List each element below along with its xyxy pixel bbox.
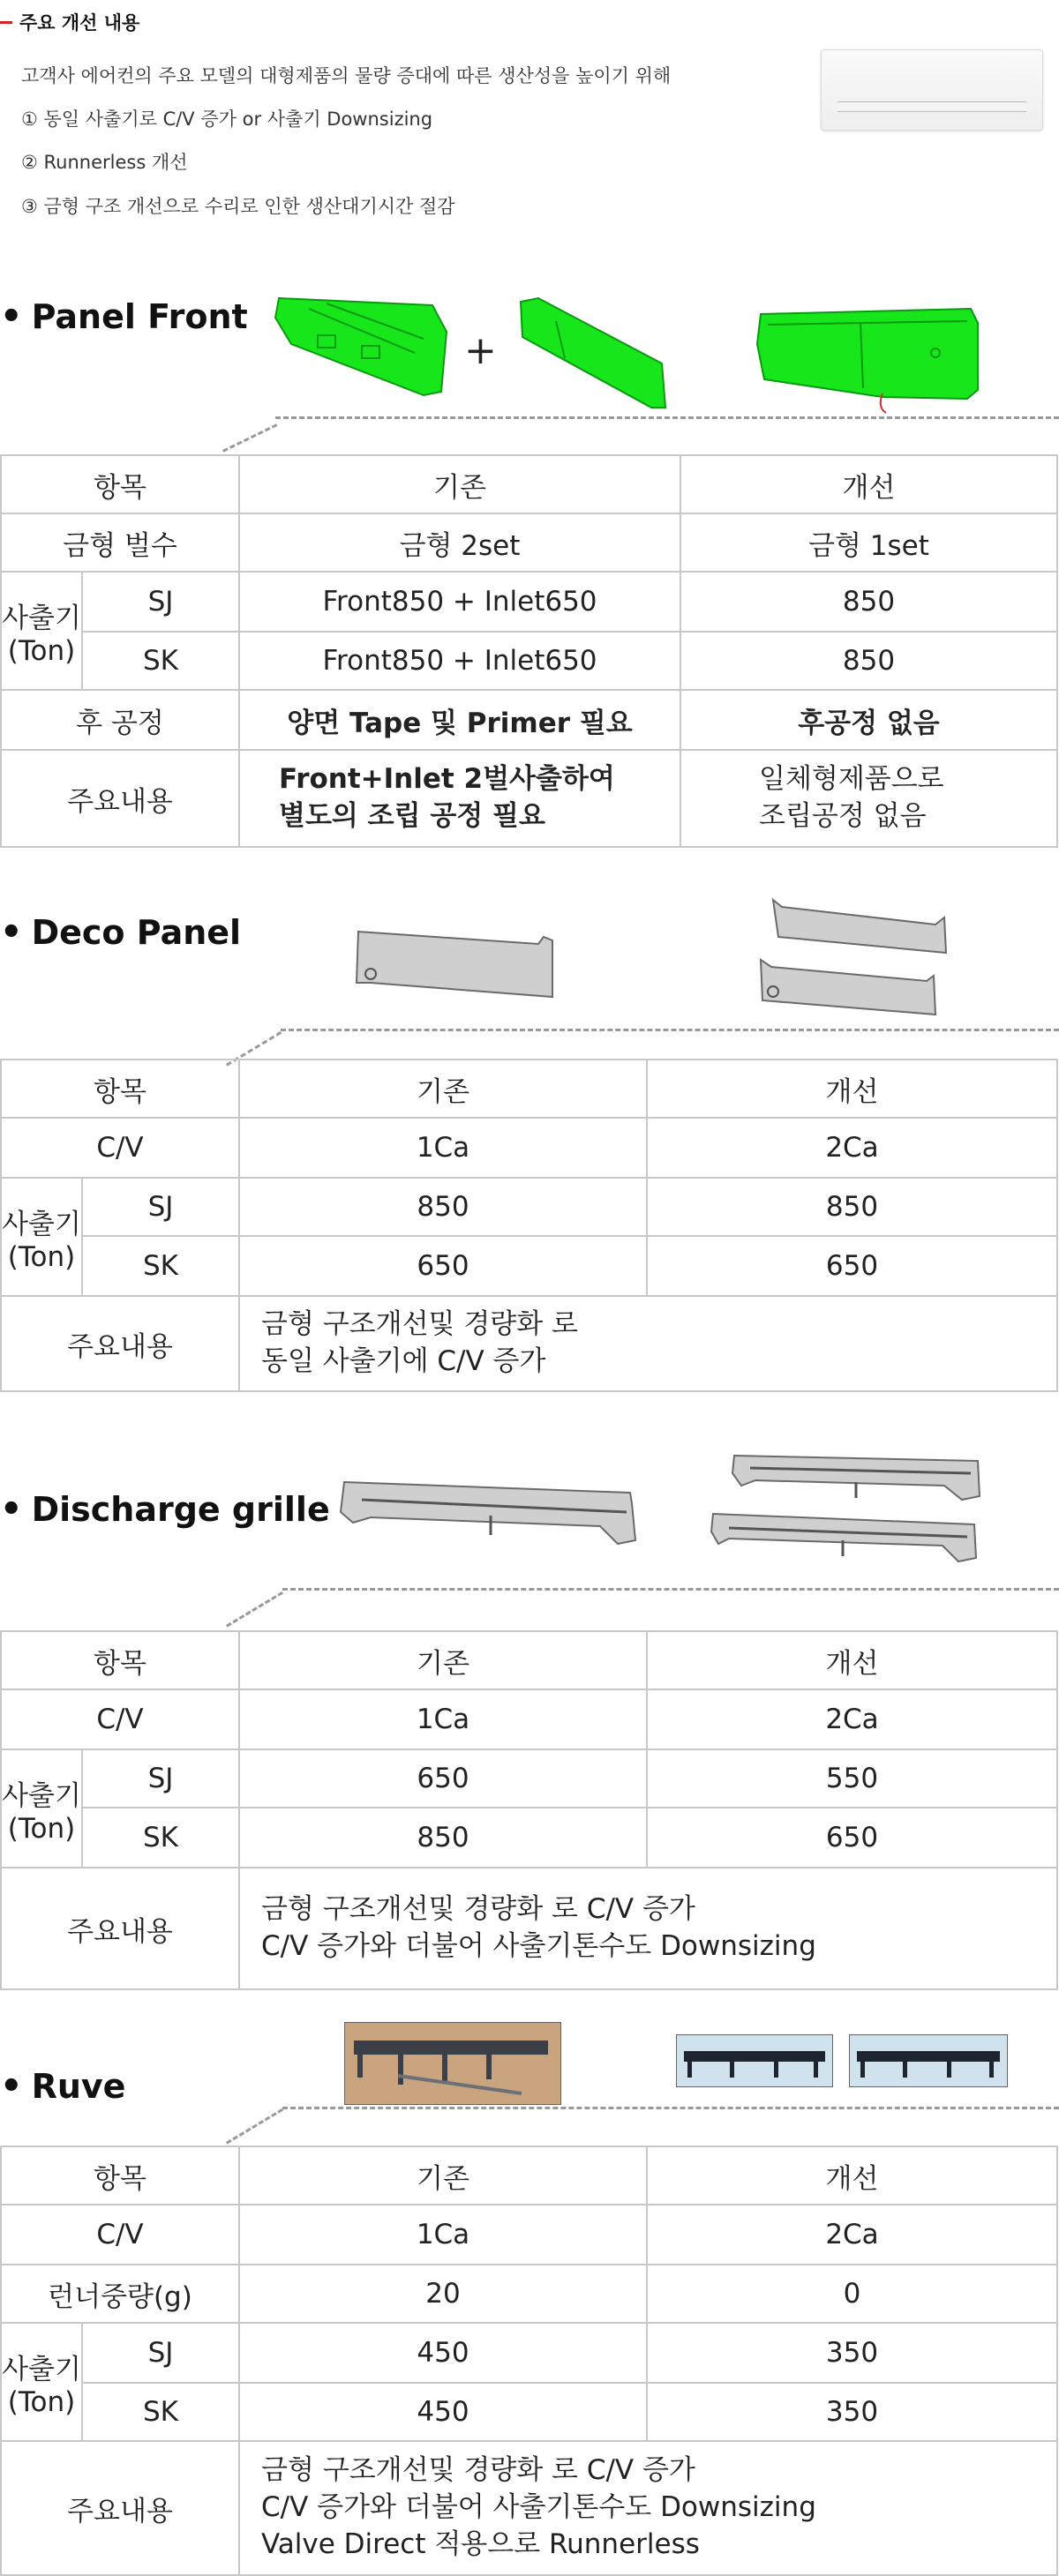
cell-line: 별도의 조립 공정 필요 <box>279 800 545 832</box>
ruve-after-part-1 <box>677 2035 832 2086</box>
cell-before: 650 <box>239 1236 647 1296</box>
row-label: C/V <box>1 2205 239 2265</box>
ruve-title-text: Ruve <box>31 2067 126 2106</box>
discharge-grille-table <box>0 1630 1058 1990</box>
row-label: 주요내용 <box>1 750 239 847</box>
intro-line-3: ② Runnerless 개선 <box>21 152 188 173</box>
row-label: C/V <box>1 1689 239 1749</box>
table-row <box>1 572 1057 632</box>
intro-line-4: ③ 금형 구조 개선으로 수리로 인한 생산대기시간 절감 <box>21 196 455 217</box>
discharge-grille-images <box>335 1447 988 1579</box>
machine-label <box>1 1178 82 1296</box>
table-row <box>1 1749 1057 1808</box>
cell-line: 금형 구조개선및 경량화 로 C/V 증가 <box>261 2454 695 2487</box>
cell-after: 0 <box>647 2265 1057 2323</box>
header-after: 개선 <box>647 1631 1057 1689</box>
intro-line-1: 고객사 에어컨의 주요 모델의 대형제품의 물량 증대에 따른 생산성을 높이기 위해 <box>21 65 672 86</box>
table-row <box>1 2441 1057 2575</box>
table-row <box>1 2265 1057 2323</box>
cell-summary <box>239 1296 1057 1391</box>
cell-line: 동일 사출기에 C/V 증가 <box>261 1345 546 1377</box>
row-label: SJ <box>82 2323 239 2383</box>
ruve-before-part <box>345 2023 560 2104</box>
intro-title <box>0 9 139 35</box>
header-after: 개선 <box>647 2146 1057 2205</box>
cell-after: 350 <box>647 2323 1057 2383</box>
cell-line: Valve Direct 적용으로 Runnerless <box>261 2527 700 2560</box>
cell-after: 후공정 없음 <box>680 690 1057 750</box>
discharge-grille-title: • Discharge grille <box>0 1489 330 1530</box>
panel-front-divider <box>275 416 1059 419</box>
deco-panel-after-part-1 <box>773 900 946 953</box>
table-row <box>1 1296 1057 1391</box>
cell-line: C/V 증가와 더불어 사출기톤수도 Downsizing <box>261 1930 816 1962</box>
deco-panel-title-text: Deco Panel <box>31 913 242 952</box>
discharge-grille-divider-diag <box>226 1591 283 1628</box>
cell-before: 450 <box>239 2383 647 2441</box>
panel-front-divider-diag <box>222 423 277 453</box>
cell-line: C/V 증가와 더불어 사출기톤수도 Downsizing <box>261 2491 816 2524</box>
row-label: SJ <box>82 1178 239 1236</box>
discharge-grille-after-part-2 <box>711 1514 976 1561</box>
row-label: SJ <box>82 572 239 632</box>
air-conditioner-image <box>821 49 1043 131</box>
row-label: 후 공정 <box>1 690 239 750</box>
cell-before: Front850 + Inlet650 <box>239 632 680 690</box>
integrated-panel-part <box>757 309 978 413</box>
cell-after: 850 <box>647 1178 1057 1236</box>
header-after: 개선 <box>647 1060 1057 1118</box>
cell-after: 650 <box>647 1808 1057 1868</box>
machine-label <box>1 1749 82 1868</box>
cell-before: 금형 2set <box>239 513 680 572</box>
cell-line: 금형 구조개선및 경량화 로 <box>261 1308 578 1341</box>
header-before: 기존 <box>239 455 680 513</box>
cell-after: 2Ca <box>647 2205 1057 2265</box>
machine-label-line-1: 사출기 <box>2 602 81 634</box>
machine-label-line-2: (Ton) <box>7 1812 76 1845</box>
ruve-table <box>0 2145 1058 2576</box>
row-label: C/V <box>1 1118 239 1178</box>
table-row <box>1 632 1057 690</box>
table-row <box>1 2205 1057 2265</box>
intro-line-2: ① 동일 사출기로 C/V 증가 or 사출기 Downsizing <box>21 109 433 130</box>
cell-before: 850 <box>239 1178 647 1236</box>
table-row <box>1 1689 1057 1749</box>
table-row <box>1 1236 1057 1296</box>
table-row <box>1 1808 1057 1868</box>
discharge-grille-before-part <box>341 1482 635 1544</box>
cell-after: 650 <box>647 1236 1057 1296</box>
intro-title-text: 주요 개선 내용 <box>19 12 140 34</box>
ruve-divider <box>282 2107 1059 2109</box>
deco-panel-divider <box>281 1029 1059 1031</box>
table-row <box>1 1178 1057 1236</box>
header-before: 기존 <box>239 1060 647 1118</box>
header-item: 항목 <box>1 2146 239 2205</box>
cell-before: 450 <box>239 2323 647 2383</box>
ruve-after-photo-2 <box>849 2034 1008 2087</box>
cell-after: 금형 1set <box>680 513 1057 572</box>
row-label: SK <box>82 632 239 690</box>
table-row <box>1 1868 1057 1989</box>
header-before: 기존 <box>239 2146 647 2205</box>
discharge-grille-after-part-1 <box>732 1456 980 1500</box>
ruve-after-part-2 <box>850 2035 1007 2086</box>
row-label: SJ <box>82 1749 239 1808</box>
discharge-grille-divider <box>282 1588 1059 1591</box>
machine-label-line-2: (Ton) <box>7 2385 76 2418</box>
machine-label <box>1 572 82 690</box>
ruve-title: • Ruve <box>0 2066 126 2107</box>
table-row <box>1 2146 1057 2205</box>
header-after: 개선 <box>680 455 1057 513</box>
machine-label-line-1: 사출기 <box>2 1208 81 1240</box>
table-row <box>1 513 1057 572</box>
header-before: 기존 <box>239 1631 647 1689</box>
ac-vent <box>837 101 1026 112</box>
panel-front-images <box>274 282 980 423</box>
cell-after: 550 <box>647 1749 1057 1808</box>
cell-after: 850 <box>680 572 1057 632</box>
cell-after: 2Ca <box>647 1118 1057 1178</box>
cell-line: Front+Inlet 2벌사출하여 <box>279 763 615 796</box>
plus-icon: + <box>464 328 497 373</box>
cell-after: 350 <box>647 2383 1057 2441</box>
machine-label-line-2: (Ton) <box>7 1240 76 1273</box>
machine-label-line-1: 사출기 <box>2 2353 81 2385</box>
table-row <box>1 1060 1057 1118</box>
cell-before: 650 <box>239 1749 647 1808</box>
cell-before <box>239 750 680 847</box>
cell-before: Front850 + Inlet650 <box>239 572 680 632</box>
row-label: 금형 벌수 <box>1 513 239 572</box>
cell-line: 조립공정 없음 <box>759 800 927 832</box>
table-row <box>1 2323 1057 2383</box>
deco-panel-before-part <box>357 932 552 997</box>
table-row <box>1 690 1057 750</box>
header-item: 항목 <box>1 1631 239 1689</box>
deco-panel-title: • Deco Panel <box>0 912 242 953</box>
panel-front-title: • Panel Front <box>0 296 248 337</box>
deco-panel-after-part-2 <box>761 960 935 1015</box>
table-row <box>1 2383 1057 2441</box>
front-panel-part <box>275 298 447 395</box>
inlet-panel-part <box>521 298 665 408</box>
cell-line: 일체형제품으로 <box>759 763 944 796</box>
cell-before: 1Ca <box>239 2205 647 2265</box>
cell-before: 1Ca <box>239 1689 647 1749</box>
cell-before: 양면 Tape 및 Primer 필요 <box>239 690 680 750</box>
cell-after <box>680 750 1057 847</box>
cell-summary <box>239 2441 1057 2575</box>
row-label: 런너중량(g) <box>1 2265 239 2323</box>
row-label: 주요내용 <box>1 2441 239 2575</box>
ruve-after-photo-1 <box>676 2034 833 2087</box>
cell-before: 20 <box>239 2265 647 2323</box>
cell-before: 1Ca <box>239 1118 647 1178</box>
header-item: 항목 <box>1 1060 239 1118</box>
cell-line: 금형 구조개선및 경량화 로 C/V 증가 <box>261 1893 695 1926</box>
machine-label-line-2: (Ton) <box>7 634 76 667</box>
table-row <box>1 455 1057 513</box>
row-label: SK <box>82 2383 239 2441</box>
header-item: 항목 <box>1 455 239 513</box>
cell-summary <box>239 1868 1057 1989</box>
panel-front-title-text: Panel Front <box>31 297 248 336</box>
table-row <box>1 1631 1057 1689</box>
cell-before: 850 <box>239 1808 647 1868</box>
panel-front-table <box>0 454 1058 848</box>
table-row <box>1 750 1057 847</box>
intro-section <box>0 0 1059 229</box>
ruve-before-photo <box>344 2022 561 2105</box>
ruve-divider-diag <box>226 2108 283 2145</box>
red-dash-icon <box>0 21 12 24</box>
row-label: 주요내용 <box>1 1868 239 1989</box>
machine-label <box>1 2323 82 2441</box>
discharge-grille-title-text: Discharge grille <box>31 1490 330 1529</box>
cell-after: 2Ca <box>647 1689 1057 1749</box>
machine-label-line-1: 사출기 <box>2 1779 81 1812</box>
cell-after: 850 <box>680 632 1057 690</box>
deco-panel-table <box>0 1059 1058 1392</box>
row-label: SK <box>82 1236 239 1296</box>
table-row <box>1 1118 1057 1178</box>
deco-panel-images <box>353 891 953 1023</box>
row-label: SK <box>82 1808 239 1868</box>
row-label: 주요내용 <box>1 1296 239 1391</box>
